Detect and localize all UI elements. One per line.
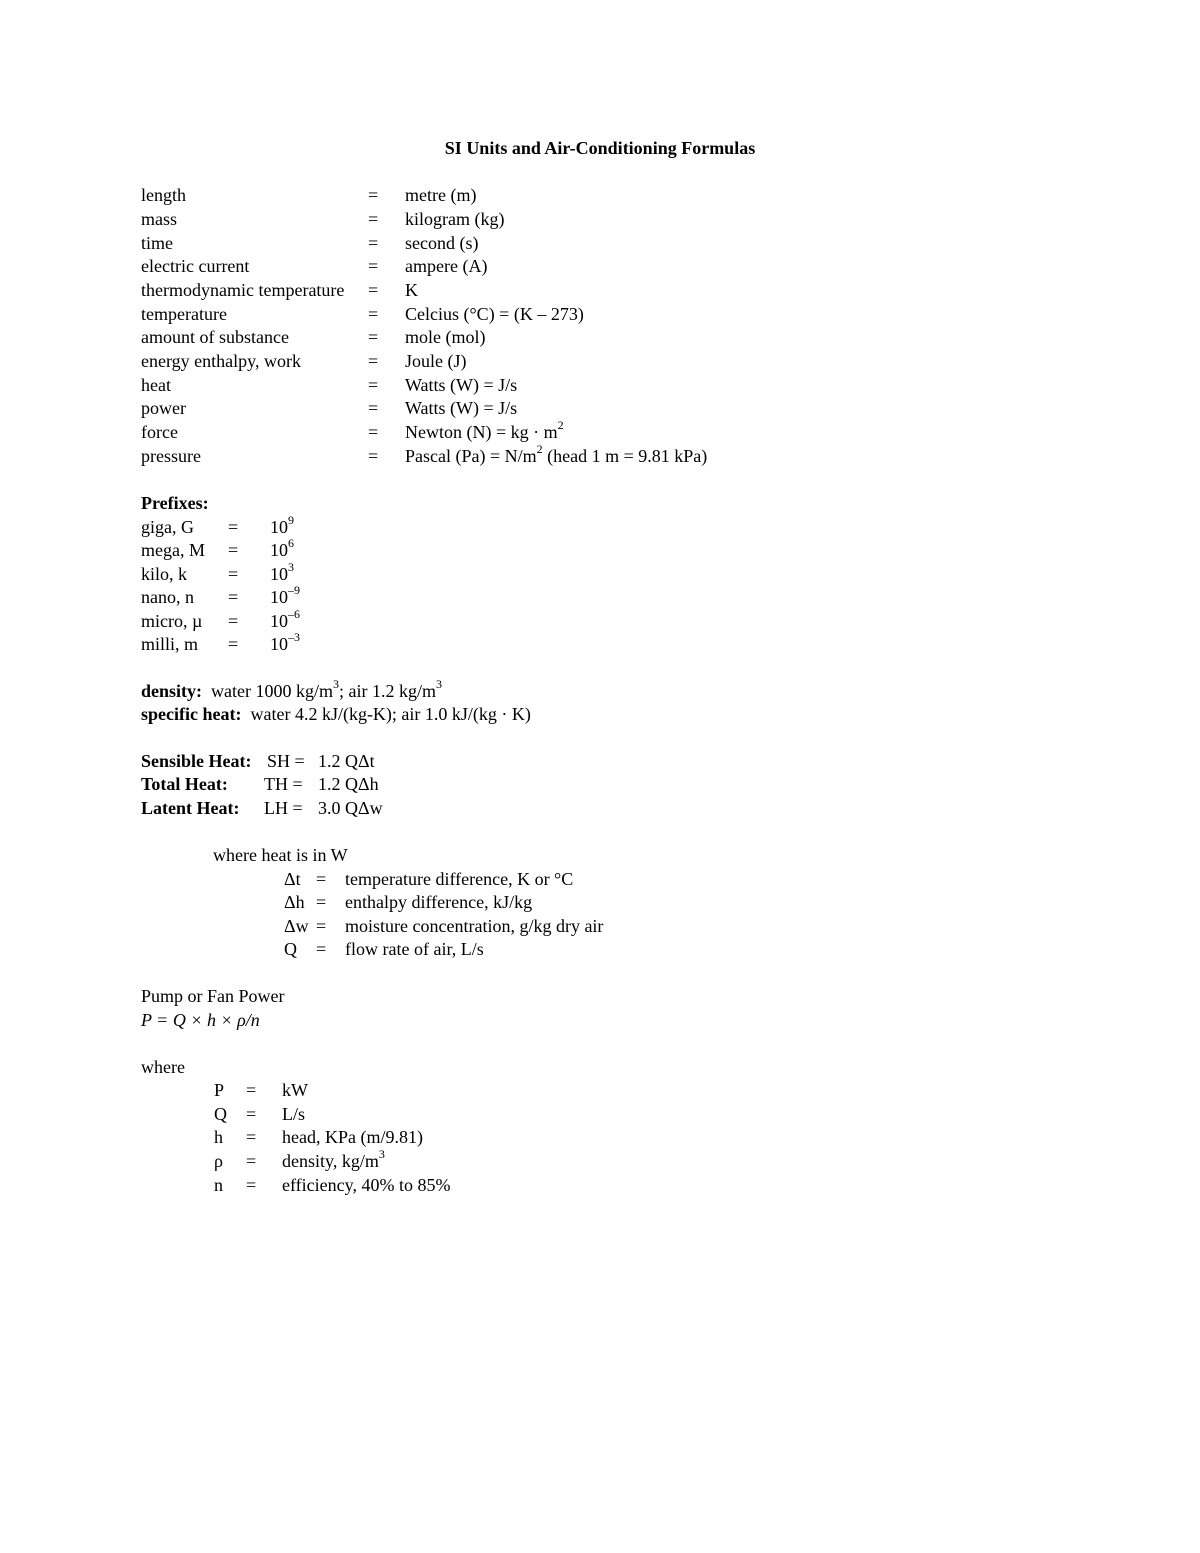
density-label: density:	[141, 681, 203, 701]
equals-sign: =	[368, 422, 379, 442]
prefix-label: nano, n	[141, 587, 194, 607]
unit-label: heat	[141, 375, 171, 395]
symbol: Δw	[284, 916, 309, 936]
equals-sign: =	[228, 540, 239, 560]
unit-label: energy enthalpy, work	[141, 351, 301, 371]
equals-sign: =	[246, 1151, 257, 1171]
equals-sign: =	[368, 398, 379, 418]
symbol: h	[214, 1127, 223, 1147]
definition: kW	[282, 1080, 308, 1100]
unit-label: electric current	[141, 256, 250, 276]
unit-label: amount of substance	[141, 327, 289, 347]
equals-sign: =	[246, 1080, 257, 1100]
unit-label: power	[141, 398, 186, 418]
density-water: water 1000 $kg/m^3$	[211, 677, 339, 701]
prefix-value: $10^6$	[270, 536, 294, 560]
unit-label: thermodynamic temperature	[141, 280, 345, 300]
unit-value: metre (m)	[405, 185, 477, 205]
equals-sign: =	[368, 375, 379, 395]
page-title: SI Units and Air-Conditioning Formulas	[444, 138, 756, 158]
heat-rhs: 3.0 QΔw	[318, 798, 383, 818]
heat-label: Latent Heat:	[141, 798, 240, 818]
heat-label: Sensible Heat:	[141, 751, 252, 771]
unit-label: time	[141, 233, 173, 253]
unit-label: pressure	[141, 446, 201, 466]
unit-label: temperature	[141, 304, 227, 324]
definition: temperature difference, K or °C	[345, 869, 574, 889]
prefix-label: milli, m	[141, 634, 199, 654]
prefix-value: $10^{-6}$	[270, 607, 300, 631]
unit-label: mass	[141, 209, 177, 229]
prefixes-heading: Prefixes:	[141, 493, 209, 513]
symbol: Δt	[284, 869, 301, 889]
density-air: air 1.2 $kg/m^3$	[348, 677, 443, 701]
heat-lhs: SH =	[267, 751, 305, 771]
unit-value: mole (mol)	[405, 327, 486, 347]
unit-value: Celcius (°C) = (K – 273)	[405, 304, 584, 324]
equals-sign: =	[246, 1175, 257, 1195]
equals-sign: =	[316, 869, 327, 889]
equals-sign: =	[368, 256, 379, 276]
specific-heat-label: specific heat:	[141, 704, 242, 724]
specific-heat-line	[141, 703, 531, 725]
unit-value: ampere (A)	[405, 256, 488, 276]
equals-sign: =	[228, 517, 239, 537]
pump-where: where	[141, 1057, 185, 1077]
definition: head, KPa (m/9.81)	[282, 1127, 423, 1147]
equals-sign: =	[228, 587, 239, 607]
heat-where-intro: where heat is in W	[213, 845, 348, 865]
prefix-value: $10^3$	[270, 560, 294, 584]
equals-sign: =	[316, 939, 327, 959]
unit-value: second (s)	[405, 233, 479, 253]
specific-heat-text: water 4.2 kJ/(kg-K); air 1.0 kJ/(kg · K)	[250, 704, 531, 724]
prefix-value: $10^{-3}$	[270, 630, 300, 654]
equals-sign: =	[228, 634, 239, 654]
equals-sign: =	[368, 280, 379, 300]
heat-lhs: LH =	[264, 798, 303, 818]
symbol: Δh	[284, 892, 305, 912]
unit-value: Watts (W) = J/s	[405, 375, 518, 395]
unit-value: Watts (W) = J/s	[405, 398, 518, 418]
prefix-label: giga, G	[141, 517, 194, 537]
density-separator: ;	[339, 681, 349, 701]
definition: moisture concentration, g/kg dry air	[345, 916, 604, 936]
heat-label: Total Heat:	[141, 774, 228, 794]
prefix-label: micro, µ	[141, 611, 203, 631]
equals-sign: =	[368, 304, 379, 324]
equals-sign: =	[316, 892, 327, 912]
pump-formula: P = Q × h × ρ/n	[141, 1010, 260, 1030]
equals-sign: =	[228, 611, 239, 631]
definition: L/s	[282, 1104, 306, 1124]
heat-lhs: TH =	[264, 774, 303, 794]
symbol: n	[214, 1175, 223, 1195]
prefix-value: $10^{-9}$	[270, 583, 300, 607]
unit-value: Newton (N) = kg · $m^2$	[405, 418, 564, 442]
symbol: Q	[284, 939, 297, 959]
unit-label: length	[141, 185, 186, 205]
equals-sign: =	[368, 233, 379, 253]
definition: enthalpy difference, kJ/kg	[345, 892, 533, 912]
equals-sign: =	[246, 1127, 257, 1147]
unit-label: force	[141, 422, 178, 442]
equals-sign: =	[368, 209, 379, 229]
prefix-label: mega, M	[141, 540, 205, 560]
prefix-label: kilo, k	[141, 564, 188, 584]
equals-sign: =	[368, 351, 379, 371]
density-line	[141, 677, 443, 702]
symbol: ρ	[214, 1151, 223, 1171]
equals-sign: =	[316, 916, 327, 936]
heat-rhs: 1.2 QΔt	[318, 751, 375, 771]
definition: efficiency, 40% to 85%	[282, 1175, 451, 1195]
definition: flow rate of air, L/s	[345, 939, 484, 959]
unit-value: Joule (J)	[405, 351, 467, 371]
equals-sign: =	[368, 327, 379, 347]
unit-value: kilogram (kg)	[405, 209, 505, 229]
unit-value: K	[405, 280, 418, 300]
heat-rhs: 1.2 QΔh	[318, 774, 379, 794]
pump-heading: Pump or Fan Power	[141, 986, 285, 1006]
definition: density, $kg/m^3$	[282, 1147, 385, 1171]
symbol: P	[214, 1080, 225, 1100]
prefix-value: $10^9$	[270, 513, 294, 537]
equals-sign: =	[368, 185, 379, 205]
equals-sign: =	[228, 564, 239, 584]
equals-sign: =	[368, 446, 379, 466]
equals-sign: =	[246, 1104, 257, 1124]
symbol: Q	[214, 1104, 227, 1124]
unit-value: Pascal $(Pa) = N/m^2$ (head 1 m = 9.81 kPa)	[405, 442, 708, 466]
